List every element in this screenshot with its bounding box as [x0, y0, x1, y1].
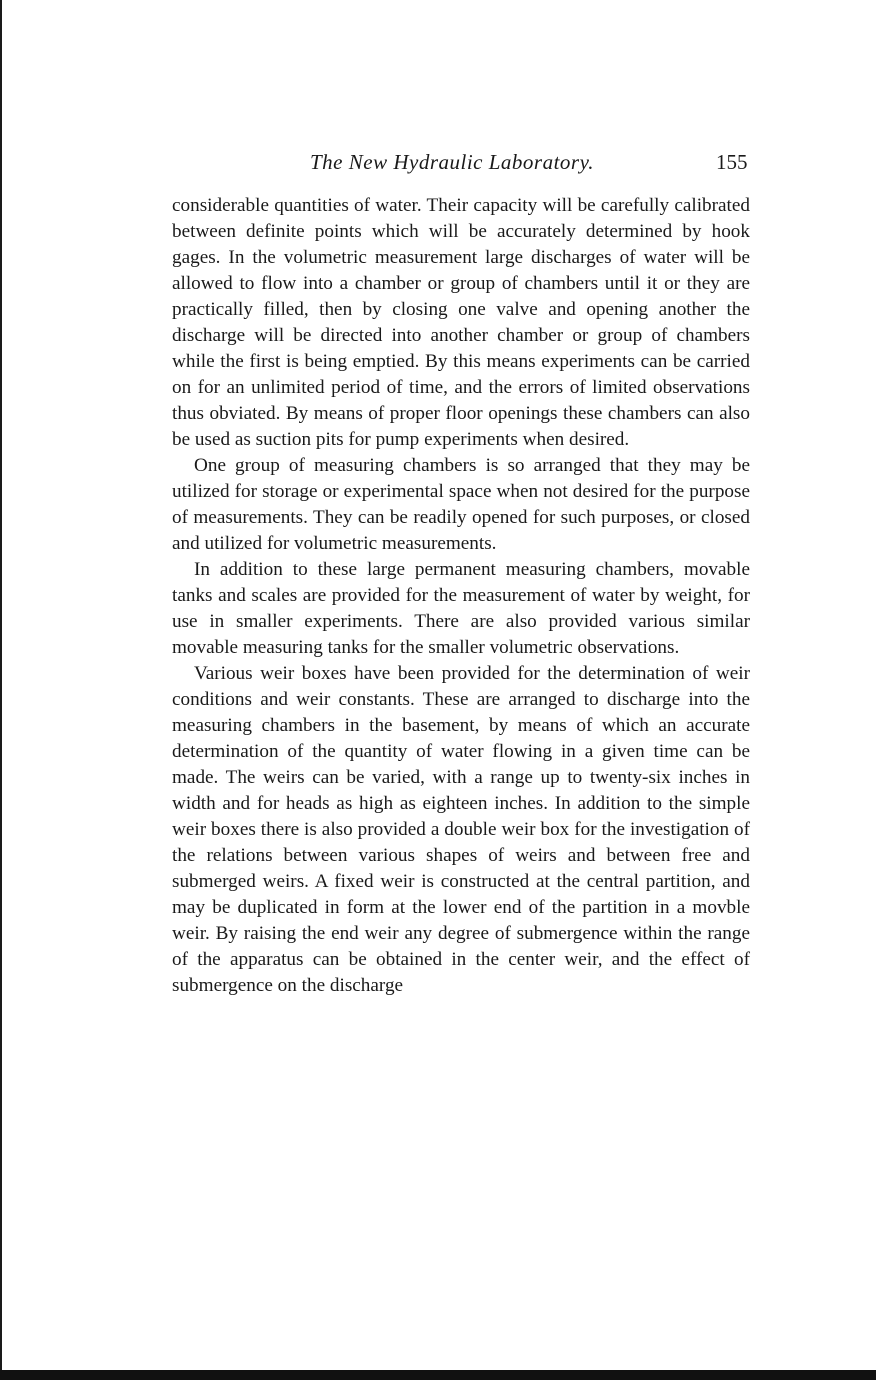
paragraph-continued: considerable quantities of water. Their capacity will be carefully calibrated between definite points which will be accurately determined by hook gages. In the volumetric measurement large discharges of water will be allowed to flow into a chamber or group of chambers until it or they are practically filled, then by closing one valve and opening another the discharge will be directed into another chamber or group of chambers while the first is being emptied. By this means experiments can be carried on for an unlimited period of time, and the errors of limited observations thus obviated. By means of proper floor openings these chambers can also be used as suction pits for pump experiments when desired. [172, 195, 750, 450]
body-text [172, 193, 750, 999]
page-bottom-edge [0, 1370, 876, 1380]
paragraph-measuring-chambers: One group of measuring chambers is so arranged that they may be utilized for storage or experimental space when not desired for the purpose of measurements. They can be readily opened for such purposes, or closed and utilized for volumetric measurements. [172, 455, 750, 554]
paragraph-weir-boxes: Various weir boxes have been provided for the determination of weir conditions and weir constants. These are arranged to discharge into the measuring chambers in the basement, by means of which an accurate determination of the quantity of water flowing in a given time can be made. The weirs can be varied, with a range up to twenty-six inches in width and for heads as high as eighteen inches. In addition to the simple weir boxes there is also provided a double weir box for the investigation of the relations between various shapes of weirs and between free and submerged weirs. A fixed weir is constructed at the central partition, and may be duplicated in form at the lower end of the partition in a movble weir. By raising the end weir any degree of submergence within the range of the apparatus can be obtained in the center weir, and the effect of submergence on the discharge [172, 663, 750, 996]
running-title: The New Hydraulic Laboratory. [310, 150, 595, 174]
paragraph-movable-tanks: In addition to these large permanent measuring chambers, movable tanks and scales are provided for the measurement of water by weight, for use in smaller experiments. There are also provided various similar movable measuring tanks for the smaller volumetric observations. [172, 559, 750, 658]
page-left-edge [0, 0, 2, 1380]
page-number: 155 [716, 150, 748, 174]
